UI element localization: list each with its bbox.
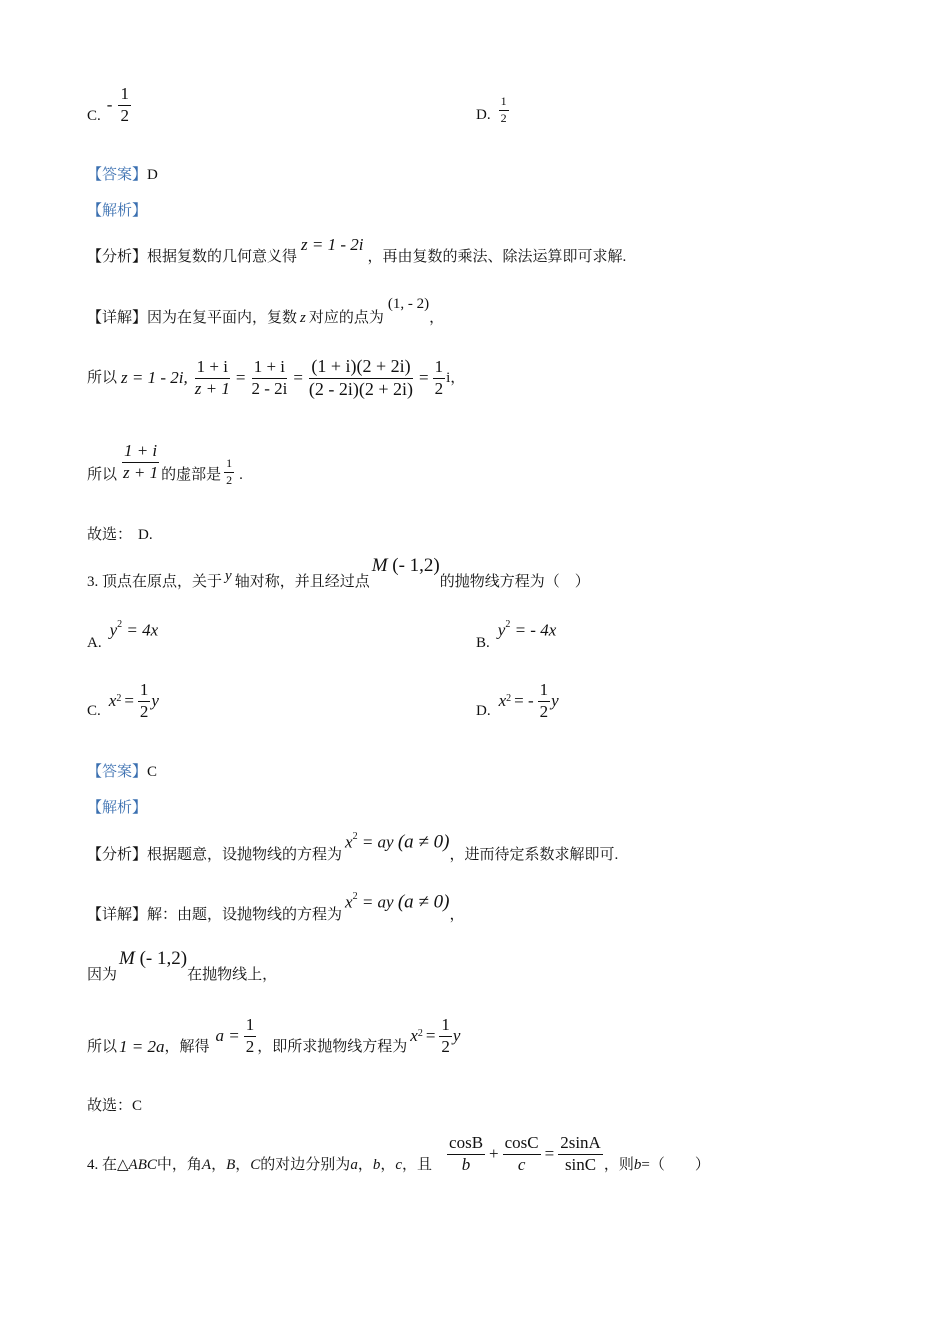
q4-stem: 4. 在△ ABC 中，角 A ， B ， C 的对边分别为 a ， b ， c ，且 $\frac{\cos B}{b}$ + $\frac{\cos C}{c}$ = $\frac{2\sin A}{\sin C}$ ，则 b =（ ） — [87, 1132, 710, 1174]
q3-option-a: A. $y^2 = 4x$ — [87, 619, 159, 651]
option-label: D. — [476, 107, 491, 123]
fraction: $\frac{1}{2}$ — [120, 83, 129, 125]
fraction: $\frac{1}{2}$ — [539, 679, 549, 721]
math-expression: z = 1 - 2i, — [121, 368, 188, 387]
q2-choice: 故选： D. — [87, 527, 153, 543]
option-label: C. — [87, 703, 101, 719]
fraction: $\frac{1 + i}{2 - 2i}$ — [251, 356, 288, 398]
q2-answer: 【答案】D — [87, 167, 158, 183]
q3-answer: 【答案】C — [87, 764, 158, 780]
q2-option-c: C. - $\frac{1}{2}$ — [87, 83, 129, 125]
q2-xiangjie: 【详解】 因为在复平面内，复数 z 对应的点为 (1, - 2) ， — [87, 296, 445, 326]
q2-fenxi: 【分析】 根据复数的几何意义得 z = 1 - 2i ，再由复数的乘法、除法运算即可求解. — [87, 235, 627, 265]
option-label: A. — [87, 635, 102, 651]
point-coordinates: (1, - 2) — [387, 296, 430, 312]
point-m: M (- 1,2) — [119, 948, 188, 969]
fraction: $\frac{1}{2}$ — [226, 456, 233, 487]
q3-option-c: C. x 2 = $\frac{1}{2}$ y — [87, 679, 159, 721]
point-m: M (- 1,2) — [371, 555, 440, 576]
q3-suoyi: 所以 1 = 2a ，解得 a = $\frac{1}{2}$ ，即所求抛物线方程为 x 2 = $\frac{1}{2}$ y — [87, 1014, 461, 1056]
q2-imag-part-line: 所以 $\frac{1 + i}{z + 1}$ 的虚部是 $\frac{1}{2}$ . — [87, 440, 243, 487]
fraction: $\frac{1}{2}$ — [434, 356, 444, 398]
q3-yinwei: 因为 M (- 1,2) 在抛物线上， — [87, 948, 278, 983]
fraction: $\frac{1}{2}$ — [500, 94, 507, 125]
fraction: $\frac{\cos B}{b}$ — [449, 1132, 484, 1174]
q3-choice: 故选：C — [87, 1098, 143, 1114]
q2-option-d — [476, 92, 510, 128]
q3-fenxi: 【分析】 根据题意，设抛物线的方程为 $x^2$ = ay (a ≠ 0) ，进而待定系数求解即可. — [87, 831, 619, 863]
q3-analysis-heading: 【解析】 — [87, 800, 148, 816]
fraction: $\frac{1 + i}{z + 1}$ — [123, 440, 159, 482]
fraction: $\frac{1}{2}$ — [441, 1014, 450, 1056]
fraction: $\frac{(1 + i)(2 + 2i)}{(2 - 2i)(2 + 2i)}$ — [308, 355, 414, 399]
option-label: C. — [87, 108, 101, 124]
fraction: $\frac{1 + i}{z + 1}$ — [194, 356, 230, 398]
q2-analysis-heading: 【解析】 — [87, 203, 148, 219]
fraction: $\frac{\cos C}{c}$ — [504, 1132, 539, 1174]
fraction: $\frac{1}{2}$ — [245, 1014, 255, 1056]
q3-option-d: D. x 2 = - $\frac{1}{2}$ y — [476, 679, 559, 721]
q3-xiangjie: 【详解】 解：由题，设抛物线的方程为 $x^2$ = ay (a ≠ 0) ， — [87, 891, 465, 923]
q2-equation-line: 所以 z = 1 - 2i, $\frac{1 + i}{z + 1}$ = $\frac{1 + i}{2 - 2i}$ = $\frac{(1 + i)(2 + 2i)}{(2 - 2i)(2 + 2i)}$ = $\frac{1}{2}$ i， — [87, 355, 466, 399]
option-label: B. — [476, 635, 490, 651]
fraction: $\frac{1}{2}$ — [139, 679, 149, 721]
fraction: $\frac{2\sin A}{\sin C}$ — [560, 1132, 601, 1174]
math-expression: z = 1 - 2i — [301, 235, 364, 254]
option-label: D. — [476, 703, 491, 719]
q3-option-b: B. $y^2$ = - 4x — [476, 619, 557, 651]
q3-stem: 3. 顶点在原点，关于 y 轴对称，并且经过点 M (- 1,2) 的抛物线方程为（ ） — [87, 555, 590, 590]
